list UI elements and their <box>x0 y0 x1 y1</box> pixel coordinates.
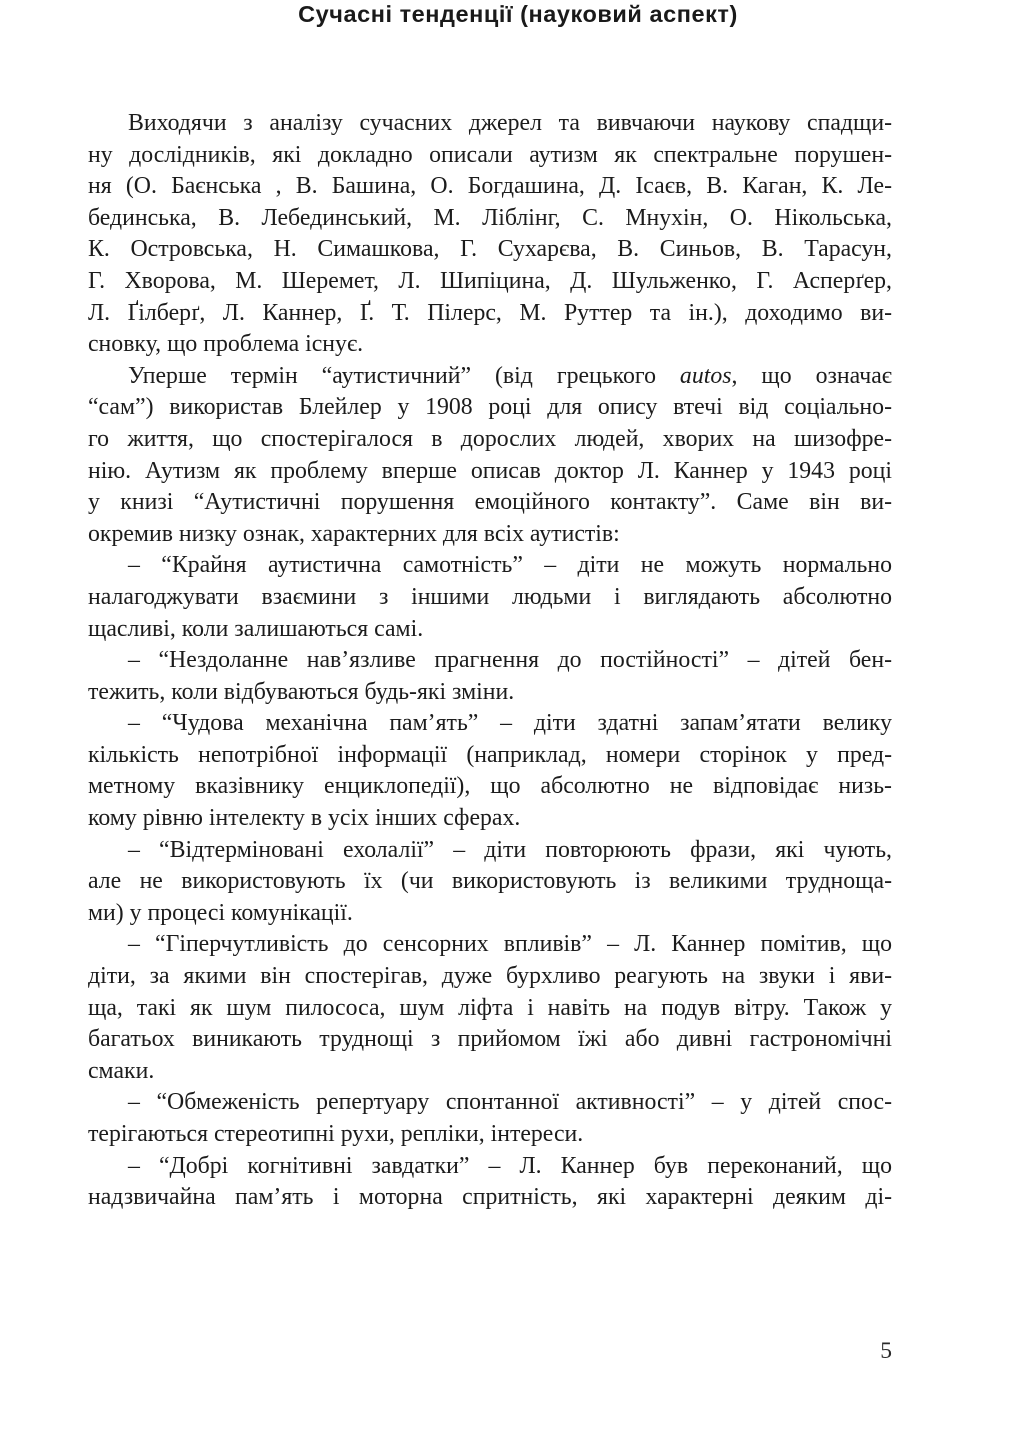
text-line-with-italic: Уперше термін “аутистичний” (від грецького autos, що означає <box>128 362 892 389</box>
text-line: – “Добрі когнітивні завдатки” – Л. Каннер був переконаний, що <box>128 1152 892 1179</box>
text-line: ня (О. Баєнська , В. Башина, О. Богдашина, Д. Ісаєв, В. Каган, К. Ле- <box>88 173 892 200</box>
text-line: нію. Аутизм як проблему вперше описав доктор Л. Каннер у 1943 році <box>88 457 892 484</box>
text-line: кому рівню інтелекту в усіх інших сферах. <box>88 805 521 832</box>
paragraph-1 <box>88 108 892 361</box>
text-line: сновку, що проблема існує. <box>88 331 364 358</box>
text-line: го життя, що спостерігалося в дорослих людей, хворих на шизофре- <box>88 425 892 452</box>
text-line: – “Нездоланне нав’язливе прагнення до постійності” – дітей бен- <box>128 647 892 674</box>
paragraph-8 <box>88 1087 892 1150</box>
page-body <box>88 108 892 1214</box>
text-line: – “Крайня аутистична самотність” – діти не можуть нормально <box>128 552 892 579</box>
text-line: метному вказівнику енциклопедії), що абсолютно не відповідає низь- <box>88 773 892 800</box>
paragraph-6 <box>88 835 892 930</box>
text-line: ща, такі як шум пилососа, шум ліфта і навіть на подув вітру. Також у <box>88 994 892 1021</box>
text-line: терігаються стереотипні рухи, репліки, інтереси. <box>88 1121 584 1147</box>
page-number: 5 <box>880 1338 892 1364</box>
text-line: але не використовують їх (чи використовують із великими трудноща- <box>88 868 892 895</box>
paragraph-7 <box>88 929 892 1087</box>
text-line: – “Чудова механічна пам’ять” – діти здатні запам’ятати велику <box>128 710 892 737</box>
text-line: смаки. <box>88 1057 155 1084</box>
text-line: К. Островська, Н. Симашкова, Г. Сухарєва, В. Синьов, В. Тарасун, <box>88 236 892 263</box>
text-line: тежить, коли відбуваються будь-які зміни. <box>88 678 515 705</box>
paragraph-2 <box>88 361 892 551</box>
text-line: щасливі, коли залишаються самі. <box>88 615 424 642</box>
text-line: багатьох виникають труднощі з прийомом їжі або дивні гастрономічні <box>88 1026 892 1053</box>
text-line: “сам”) використав Блейлер у 1908 році для опису втечі від соціально- <box>88 394 892 421</box>
text-line: Л. Ґілберґ, Л. Каннер, Ґ. Т. Пілерс, М. Руттер та ін.), доходимо ви- <box>88 299 892 326</box>
text-line: – “Відтерміновані ехолалії” – діти повторюють фрази, які чують, <box>128 836 892 863</box>
paragraph-5 <box>88 708 892 834</box>
text-line: налагоджувати взаємини з іншими людьми і виглядають абсолютно <box>88 583 892 610</box>
text-line: ми) у процесі комунікації. <box>88 899 353 926</box>
text-line: надзвичайна пам’ять і моторна спритність, які характерні деяким ді- <box>88 1184 892 1211</box>
text-line: – “Обмеженість репертуару спонтанної активності” – у дітей спос- <box>128 1089 892 1116</box>
text-line: Виходячи з аналізу сучасних джерел та вивчаючи наукову спадщи- <box>128 110 892 136</box>
text-line: у книзі “Аутистичні порушення емоційного контакту”. Саме він ви- <box>88 489 892 516</box>
page-title: Сучасні тенденції (науковий аспект) <box>298 1 738 27</box>
text-line: – “Гіперчутливість до сенсорних впливів” – Л. Каннер помітив, що <box>128 931 892 958</box>
paragraph-9 <box>88 1151 892 1214</box>
text-line: ну дослідників, які докладно описали аутизм як спектральне порушен- <box>88 141 892 168</box>
text-line: окремив низку ознак, характерних для всіх аутистів: <box>88 520 620 547</box>
text-line: кількість непотрібної інформації (наприклад, номери сторінок у пред- <box>88 741 892 768</box>
text-line: бединська, В. Лебединський, М. Ліблінг, С. Мнухін, О. Нікольська, <box>88 204 892 231</box>
paragraph-4 <box>88 645 892 708</box>
paragraph-3 <box>88 550 892 645</box>
text-line: діти, за якими він спостерігав, дуже бурхливо реагують на звуки і яви- <box>88 963 892 990</box>
italic-term: autos <box>679 362 732 389</box>
text-line: Г. Хворова, М. Шеремет, Л. Шипіцина, Д. Шульженко, Г. Асперґер, <box>88 267 892 294</box>
